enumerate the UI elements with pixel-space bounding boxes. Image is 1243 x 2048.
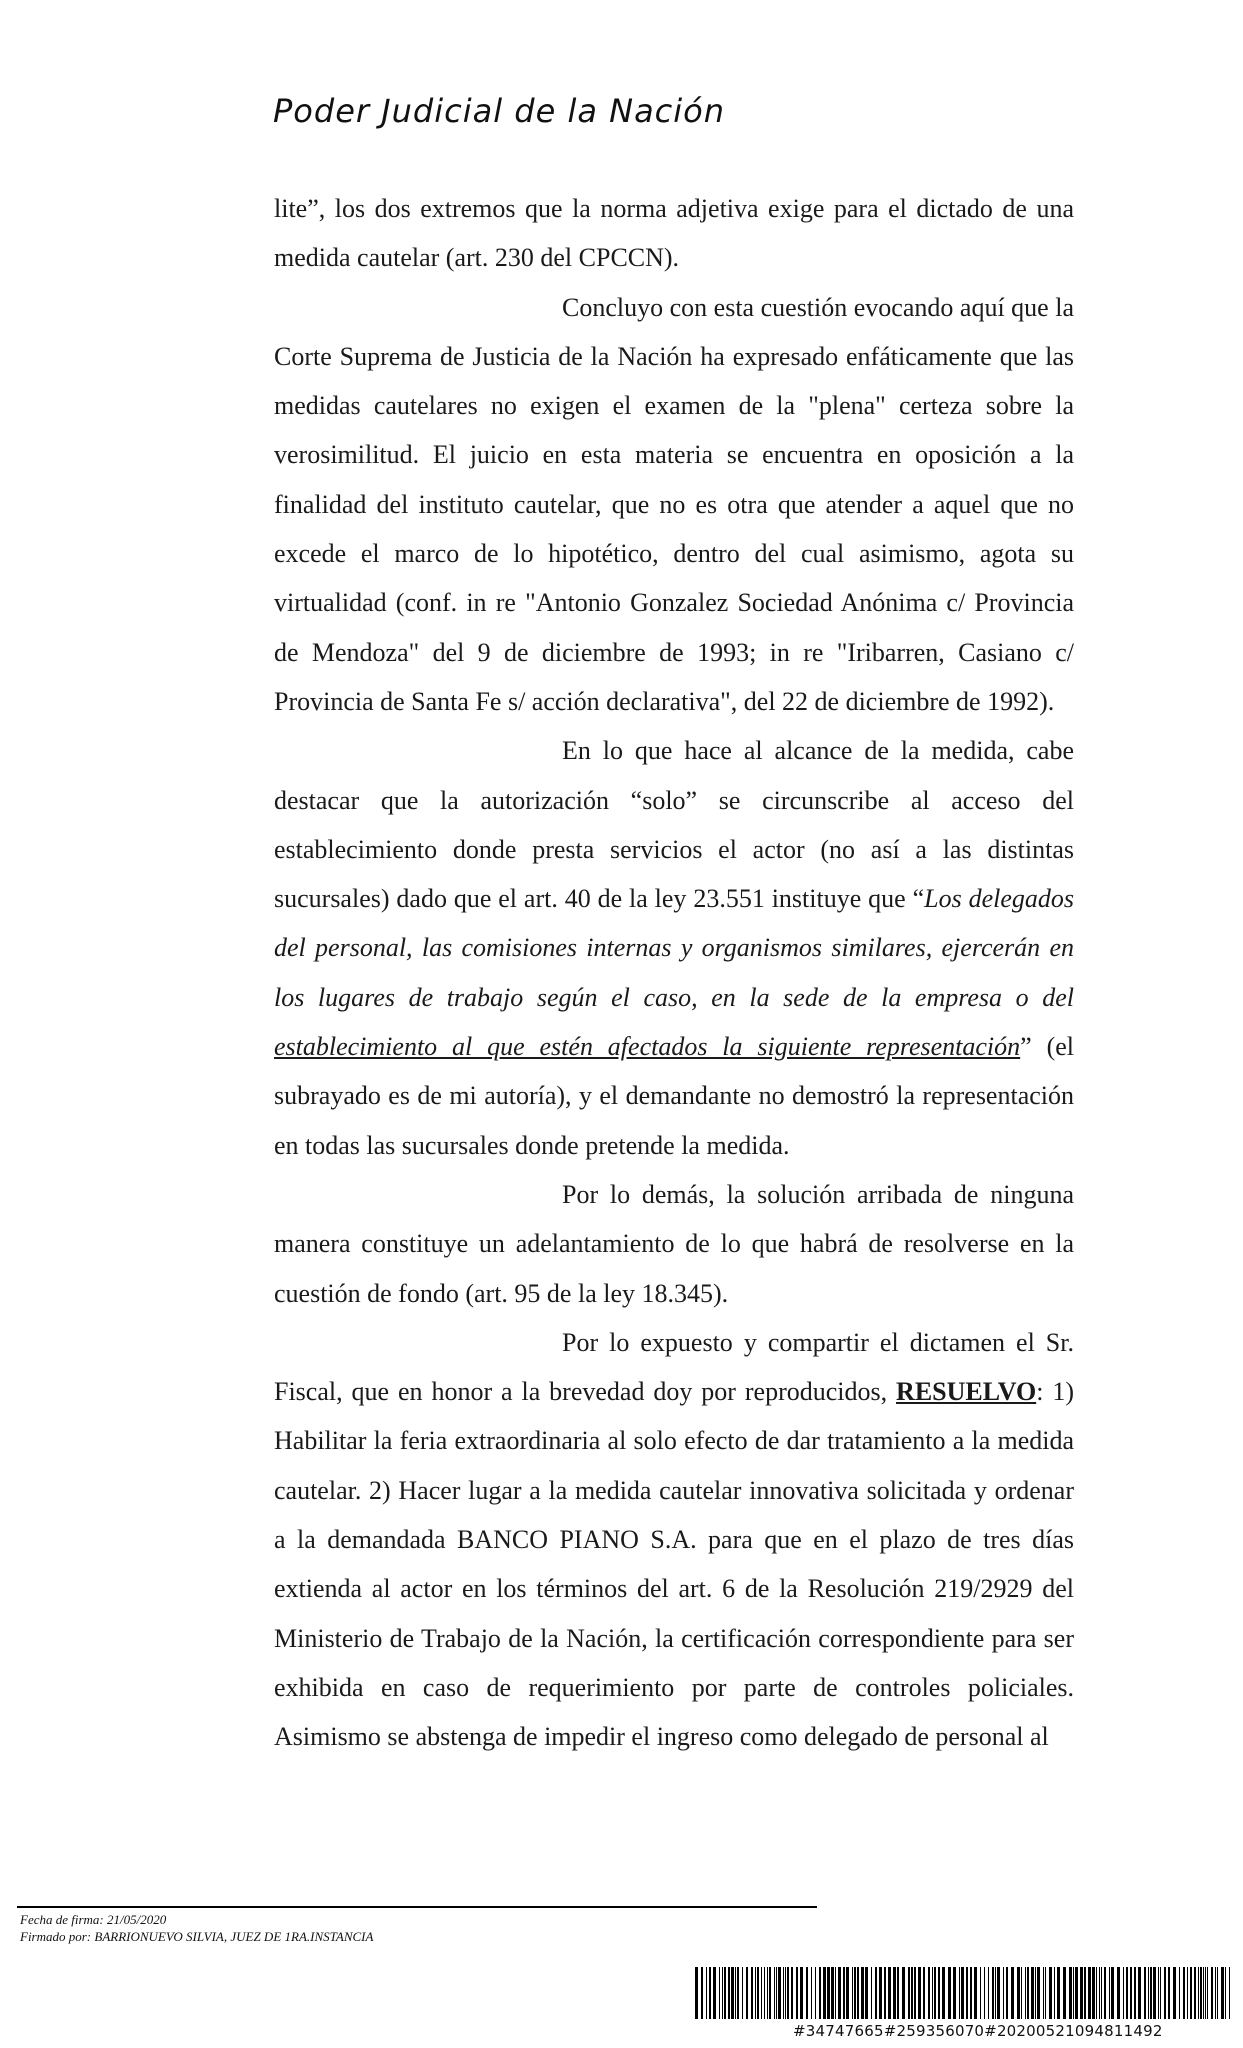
paragraph-5 [274,1318,1074,1762]
paragraph-4: Por lo demás, la solución arribada de ninguna manera constituye un adelantamiento de lo que habrá de resolverse en la cuestión de fondo (art. 95 de la ley 18.345). [274,1179,1074,1308]
signature-signer: Firmado por: BARRIONUEVO SILVIA, JUEZ DE 1RA.INSTANCIA [20,1929,374,1944]
paragraph-3-end: ” (el subrayado es de mi autoría), y el demandante no demostró la representación en todas las sucursales donde pretende la medida. [274,1032,1074,1160]
footer-divider [17,1906,817,1908]
signature-date: Fecha de firma: 21/05/2020 [20,1912,167,1927]
quoted-law-text-underlined: establecimiento al que estén afectados la siguiente representación [274,1032,1021,1062]
barcode-image [695,1967,1230,2019]
barcode-number: #34747665#259356070#20200521094811492 [793,2022,1163,2040]
signature-footer [20,1911,373,1945]
paragraph-3 [274,726,1074,1170]
quoted-law-text-plain: Los delegados del personal, las comisiones internas y organismos similares, ejercerán en los lugares de trabajo según el caso, en la sede de la empresa o del [274,884,1075,1012]
paragraph-5-intro: Por lo expuesto y compartir el dictamen el Sr. Fiscal, que en honor a la brevedad doy por reproducidos, [274,1327,1074,1407]
paragraph-2: Concluyo con esta cuestión evocando aquí que la Corte Suprema de Justicia de la Nación ha expresado enfáticamente que las medidas cautelares no exigen el examen de la "plena" certeza sobre la verosimilitud. El juicio en esta materia se encuentra en oposición a la finalidad del instituto cautelar, que no es otra que atender a aquel que no excede el marco de lo hipotético, dentro del cual asimismo, agota su virtualidad (conf. in re "Antonio Gonzalez Sociedad Anónima c/ Provincia de Mendoza" del 9 de diciembre de 1993; in re "Iribarren, Casiano c/ Provincia de Santa Fe s/ acción declarativa", del 22 de diciembre de 1992). [274,292,1074,716]
resuelvo-heading: RESUELVO [896,1377,1037,1407]
paragraph-3-intro: En lo que hace al alcance de la medida, cabe destacar que la autorización “solo” se circunscribe al acceso del establecimiento donde presta servicios el actor (no así a las distintas sucursales) dado que el art. 40 de la ley 23.551 instituye que “ [274,736,1074,914]
document-body [274,184,1074,1762]
paragraph-1: lite”, los dos extremos que la norma adjetiva exige para el dictado de una medida cautelar (art. 230 del CPCCN). [274,194,1074,273]
page-header: Poder Judicial de la Nación [273,92,726,130]
paragraph-5-body: : 1) Habilitar la feria extraordinaria al solo efecto de dar tratamiento a la medida cautelar. 2) Hacer lugar a la medida cautelar innovativa solicitada y ordenar a la demandada BANCO PIANO S.A. para que en el plazo de tres días extienda al actor en los términos del art. 6 de la Resolución 219/2929 del Ministerio de Trabajo de la Nación, la certificación correspondiente para ser exhibida en caso de requerimiento por parte de controles policiales. Asimismo se abstenga de impedir el ingreso como delegado de personal al [274,1377,1074,1752]
